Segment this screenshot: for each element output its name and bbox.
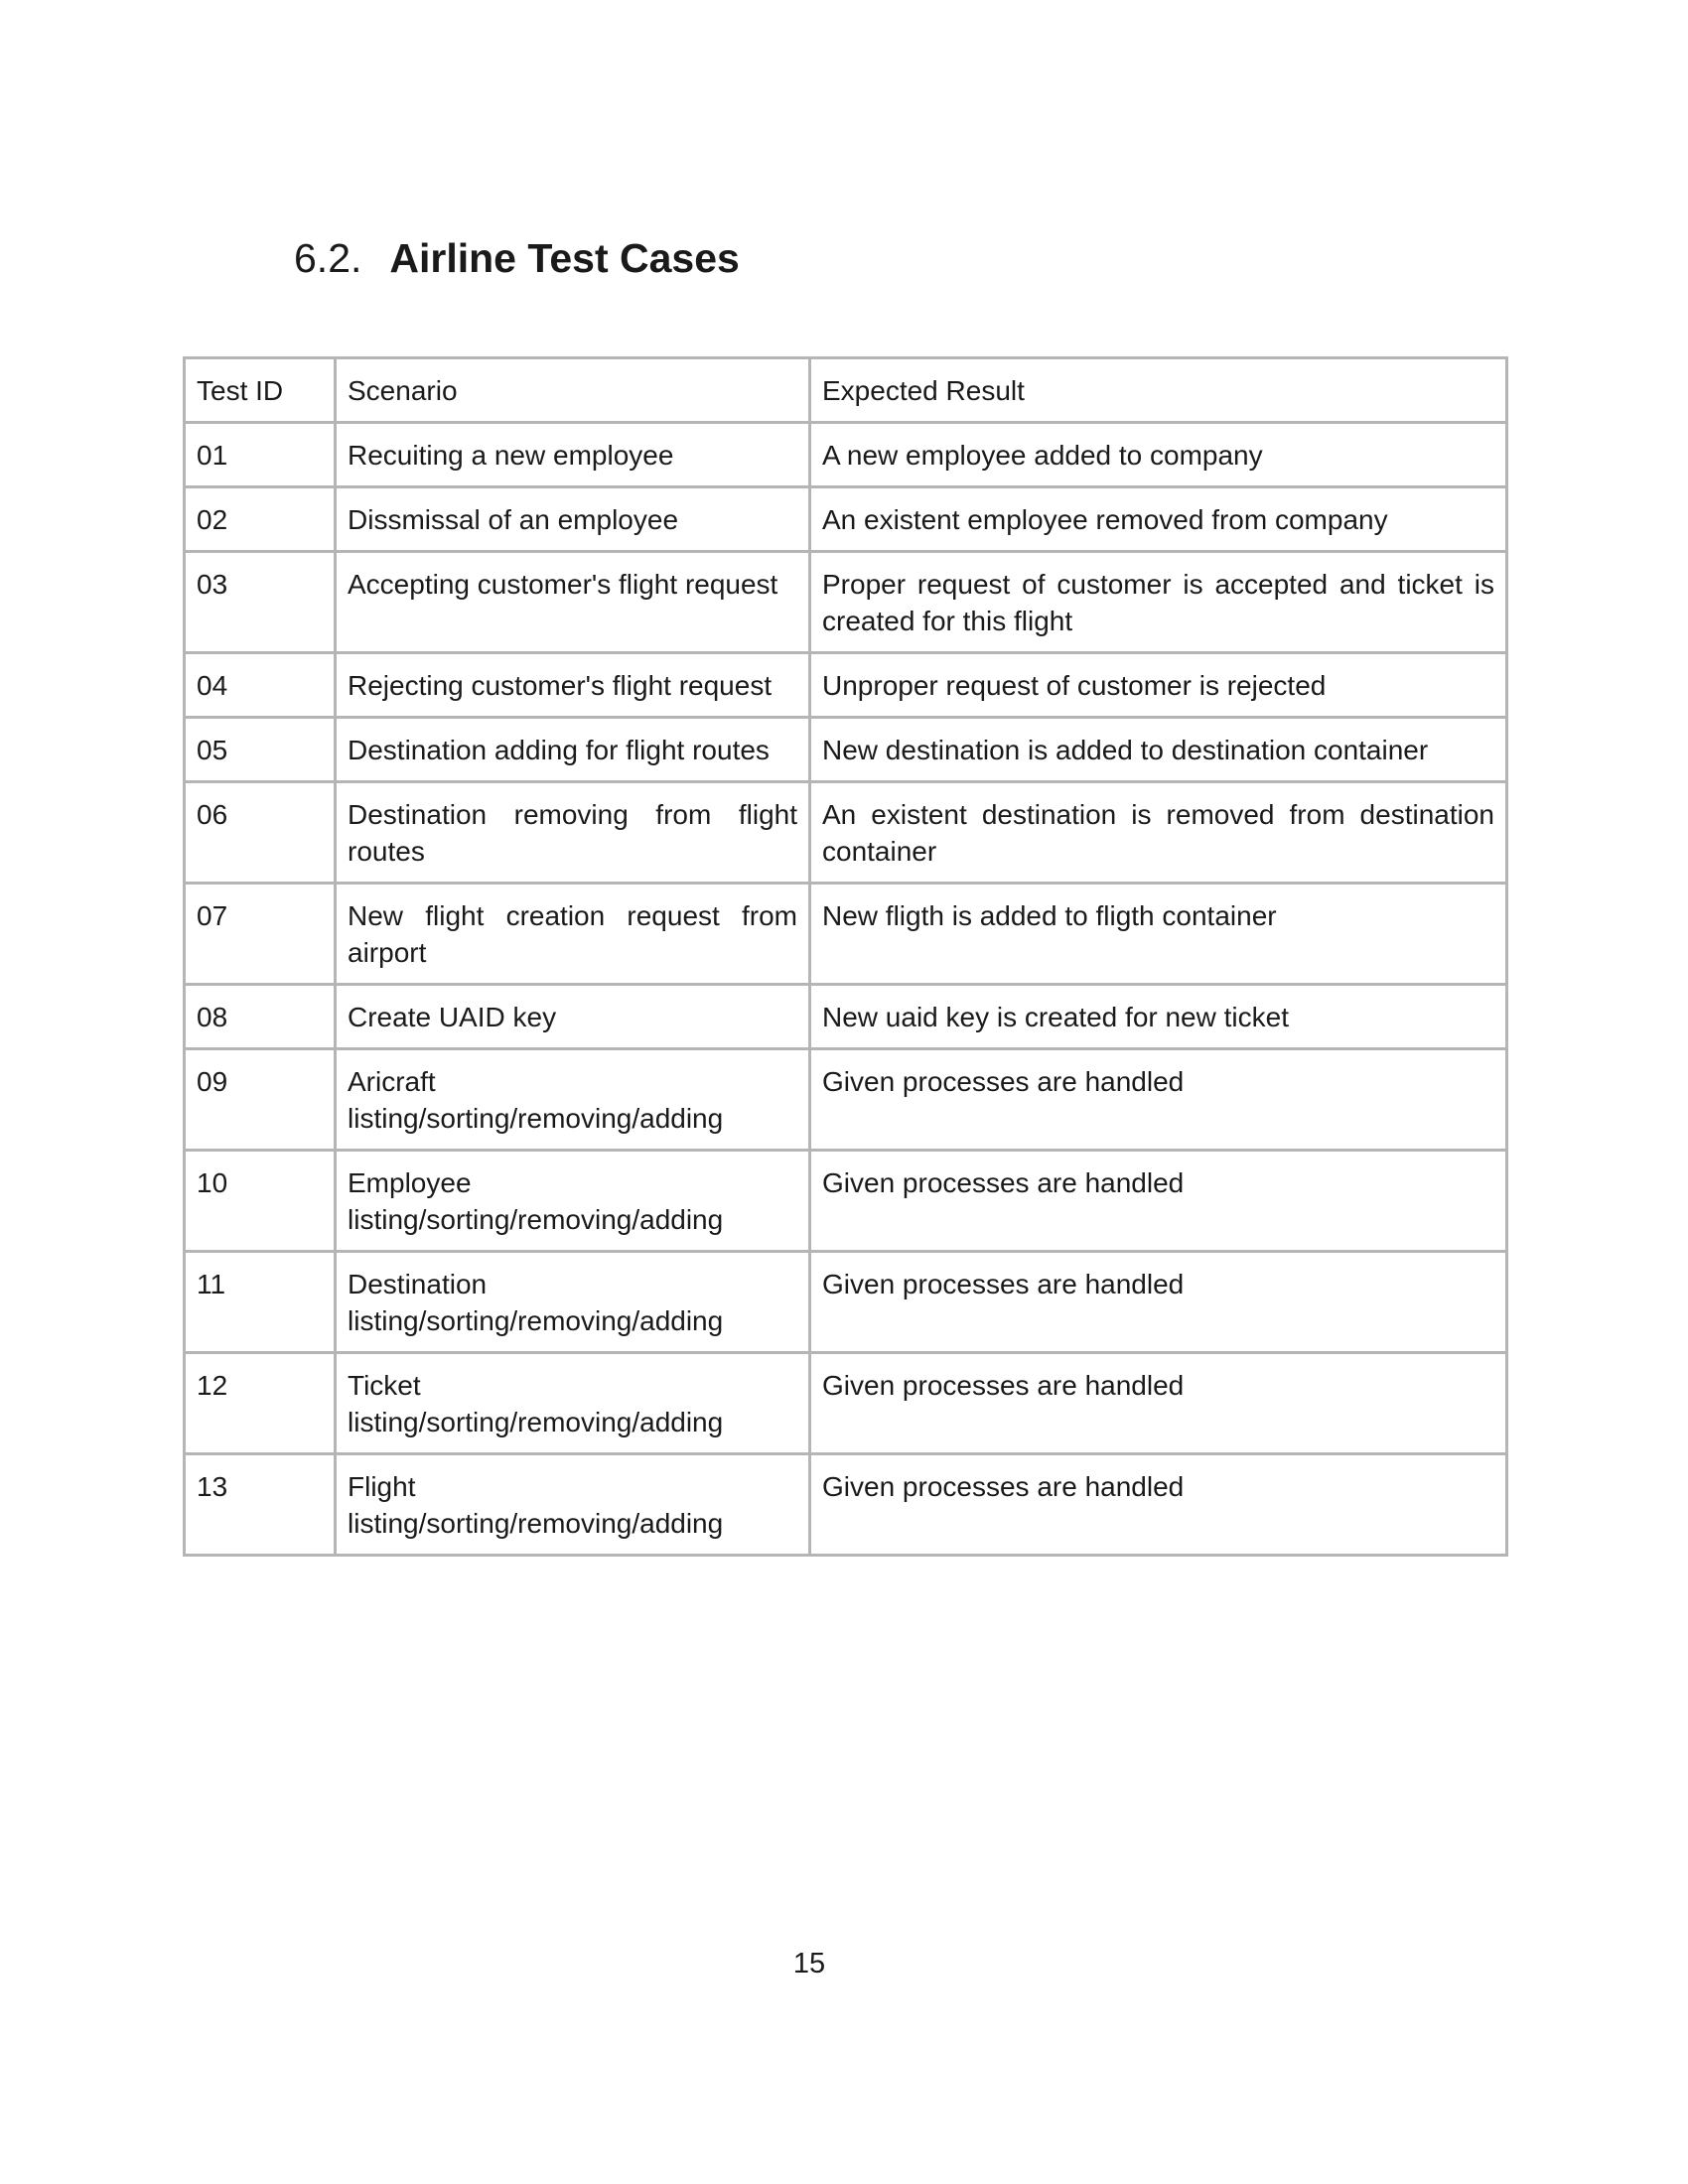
expected-result-cell: A new employee added to company xyxy=(810,423,1507,487)
section-heading xyxy=(294,228,740,288)
test-id-cell: 10 xyxy=(185,1151,336,1252)
expected-result-cell: New uaid key is created for new ticket xyxy=(810,985,1507,1049)
scenario-cell: New flight creation request from airport xyxy=(336,884,810,985)
test-id-cell: 07 xyxy=(185,884,336,985)
scenario-cell: Recuiting a new employee xyxy=(336,423,810,487)
expected-result-cell: Given processes are handled xyxy=(810,1454,1507,1556)
expected-result-cell: Given processes are handled xyxy=(810,1353,1507,1454)
test-id-cell: 09 xyxy=(185,1049,336,1151)
expected-result-cell: Proper request of customer is accepted and ticket is created for this flight xyxy=(810,552,1507,653)
table-row xyxy=(185,487,1507,552)
scenario-cell: Dissmissal of an employee xyxy=(336,487,810,552)
test-id-cell: 01 xyxy=(185,423,336,487)
table-row xyxy=(185,782,1507,884)
expected-result-cell: New fligth is added to fligth container xyxy=(810,884,1507,985)
test-id-cell: 12 xyxy=(185,1353,336,1454)
test-id-cell: 13 xyxy=(185,1454,336,1556)
page-number: 15 xyxy=(792,1948,826,1979)
test-id-cell: 03 xyxy=(185,552,336,653)
section-number: 6.2. xyxy=(294,235,362,281)
scenario-cell: Accepting customer's flight request xyxy=(336,552,810,653)
table-row xyxy=(185,423,1507,487)
expected-result-cell: Given processes are handled xyxy=(810,1151,1507,1252)
scenario-cell: Flight listing/sorting/removing/adding xyxy=(336,1454,810,1556)
expected-result-cell: An existent employee removed from company xyxy=(810,487,1507,552)
column-header-scenario: Scenario xyxy=(336,358,810,423)
expected-result-cell: New destination is added to destination container xyxy=(810,718,1507,782)
section-title: Airline Test Cases xyxy=(389,235,740,281)
table-row xyxy=(185,552,1507,653)
table-row xyxy=(185,653,1507,718)
test-cases-table xyxy=(183,356,1508,1557)
test-id-cell: 06 xyxy=(185,782,336,884)
scenario-cell: Destination adding for flight routes xyxy=(336,718,810,782)
scenario-cell: Create UAID key xyxy=(336,985,810,1049)
scenario-cell: Destination removing from flight routes xyxy=(336,782,810,884)
expected-result-cell: Unproper request of customer is rejected xyxy=(810,653,1507,718)
table-row xyxy=(185,1353,1507,1454)
table-row xyxy=(185,884,1507,985)
scenario-cell: Aricraft listing/sorting/removing/adding xyxy=(336,1049,810,1151)
table-row xyxy=(185,718,1507,782)
test-id-cell: 11 xyxy=(185,1252,336,1353)
test-id-cell: 08 xyxy=(185,985,336,1049)
table-row xyxy=(185,1049,1507,1151)
scenario-cell: Rejecting customer's flight request xyxy=(336,653,810,718)
expected-result-cell: An existent destination is removed from destination container xyxy=(810,782,1507,884)
scenario-cell: Destination listing/sorting/removing/adding xyxy=(336,1252,810,1353)
test-id-cell: 04 xyxy=(185,653,336,718)
test-id-cell: 02 xyxy=(185,487,336,552)
table-row xyxy=(185,985,1507,1049)
column-header-test-id: Test ID xyxy=(185,358,336,423)
expected-result-cell: Given processes are handled xyxy=(810,1049,1507,1151)
table-header-row xyxy=(185,358,1507,423)
scenario-cell: Employee listing/sorting/removing/adding xyxy=(336,1151,810,1252)
test-id-cell: 05 xyxy=(185,718,336,782)
scenario-cell: Ticket listing/sorting/removing/adding xyxy=(336,1353,810,1454)
table-row xyxy=(185,1454,1507,1556)
table-row xyxy=(185,1252,1507,1353)
column-header-expected-result: Expected Result xyxy=(810,358,1507,423)
table-row xyxy=(185,1151,1507,1252)
expected-result-cell: Given processes are handled xyxy=(810,1252,1507,1353)
